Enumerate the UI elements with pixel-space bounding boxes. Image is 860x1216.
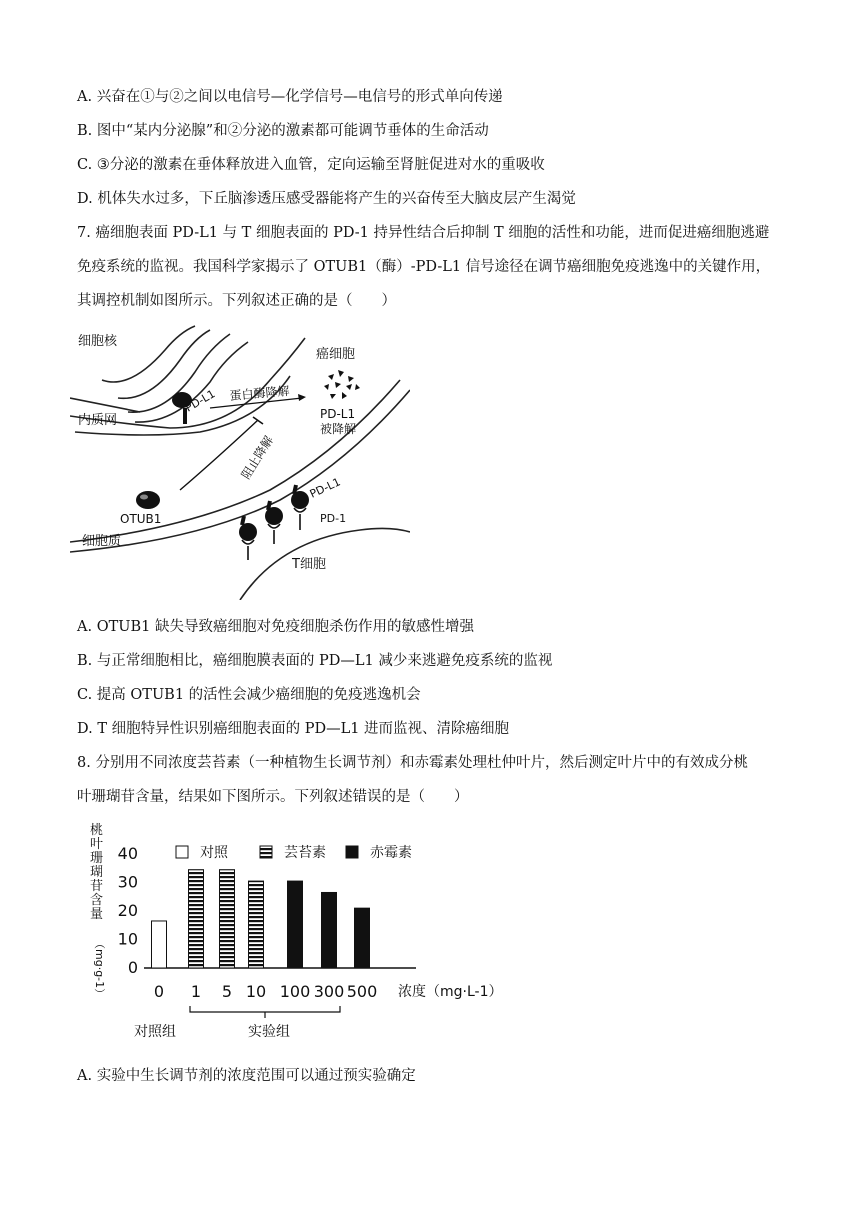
- label-block: 阻止降解: [238, 433, 276, 482]
- y-tick-label: 10: [117, 929, 138, 949]
- q7-option-c: C. 提高 OTUB1 的活性会减少癌细胞的免疫逃逸机会: [77, 687, 421, 703]
- label-otub1: OTUB1: [120, 512, 162, 526]
- q6-option-c: C. ③分泌的激素在垂体释放进入血管，定向运输至肾脏促进对水的重吸收: [77, 157, 545, 173]
- legend-label: 芸苔素: [284, 845, 326, 861]
- x-tick-label: 500: [346, 982, 378, 1001]
- otub1-icon: [136, 491, 160, 509]
- x-tick-label: 100: [279, 982, 311, 1001]
- y-axis-ticks: [118, 844, 138, 977]
- y-axis-label-char: 量: [90, 907, 104, 922]
- label-pdl1-membrane: PD-L1: [307, 475, 343, 501]
- x-tick-label: 300: [313, 982, 345, 1001]
- label-cytoplasm: 细胞质: [82, 534, 122, 549]
- x-tick-label: 1: [190, 982, 202, 1001]
- x-tick-label: 0: [153, 982, 165, 1001]
- x-tick-label: 5: [221, 982, 233, 1001]
- bar-10: [249, 881, 264, 968]
- label-cancer-cell: 癌细胞: [316, 347, 356, 362]
- q7-option-d: D. T 细胞特异性识别癌细胞表面的 PD—L1 进而监视、清除癌细胞: [77, 721, 510, 737]
- q7-stem-line-1: 7. 癌细胞表面 PD-L1 与 T 细胞表面的 PD-1 持异性结合后抑制 T 细胞的活性和功能，进而促进癌细胞逃避: [77, 225, 770, 241]
- arrowhead-icon: [298, 394, 306, 401]
- y-axis-unit: （mg·g-1）: [93, 938, 106, 1000]
- cell-membrane: [70, 380, 410, 552]
- q7-option-b: B. 与正常细胞相比，癌细胞膜表面的 PD—L1 减少来逃避免疫系统的监视: [77, 653, 553, 669]
- legend-swatch: [260, 846, 272, 858]
- label-pdl1-er: PD-L1: [183, 387, 218, 415]
- y-axis-label-char: 桃: [90, 823, 104, 838]
- y-axis-label-char: 叶: [90, 837, 104, 852]
- bar-100: [288, 881, 303, 968]
- q6-option-b: B. 图中“某内分泌腺”和②分泌的激素都可能调节垂体的生命活动: [77, 123, 489, 139]
- q7-option-a: A. OTUB1 缺失导致癌细胞对免疫细胞杀伤作用的敏感性增强: [77, 619, 474, 635]
- content-bar-chart: [80, 820, 520, 1050]
- y-axis-label-char: 苷: [90, 879, 104, 894]
- bar-500: [355, 908, 370, 968]
- label-nucleus: 细胞核: [78, 334, 118, 349]
- y-axis-label-char: 瑚: [90, 865, 104, 880]
- x-axis-label: 浓度（mg·L-1）: [398, 984, 503, 1000]
- bars: [152, 870, 370, 968]
- legend-swatch: [346, 846, 358, 858]
- q8-stem-line-2: 叶珊瑚苷含量，结果如下图所示。下列叙述错误的是（ ）: [77, 789, 469, 805]
- experiment-brace: [190, 1006, 340, 1018]
- legend-label: 赤霉素: [370, 845, 412, 861]
- group-control-label: 对照组: [134, 1024, 176, 1040]
- y-axis-label-char: 珊: [90, 851, 104, 866]
- y-axis-label-char: 含: [90, 893, 104, 908]
- label-protease: 蛋白酶降解: [229, 383, 291, 403]
- q6-option-d: D. 机体失水过多，下丘脑渗透压感受器能将产生的兴奋传至大脑皮层产生渴觉: [77, 191, 576, 207]
- bar-300: [322, 892, 337, 968]
- x-axis-ticks: [154, 982, 377, 1001]
- legend-label: 对照: [200, 845, 228, 861]
- q8-stem-line-1: 8. 分别用不同浓度芸苔素（一种植物生长调节剂）和赤霉素处理杜仲叶片，然后测定叶片中的有效成分桃: [77, 755, 748, 771]
- legend: [176, 844, 412, 861]
- otub1-pdl1-diagram: [70, 320, 410, 600]
- label-er: 内质网: [78, 413, 118, 428]
- bar-5: [220, 870, 235, 968]
- label-pd1: PD-1: [320, 512, 347, 525]
- group-experiment-label: 实验组: [248, 1024, 290, 1040]
- bar-1: [189, 870, 204, 968]
- y-axis-label: [90, 822, 106, 999]
- q6-option-a: A. 兴奋在①与②之间以电信号—化学信号—电信号的形式单向传递: [77, 89, 503, 105]
- y-tick-label: 20: [117, 901, 138, 920]
- y-tick-label: 0: [127, 958, 138, 977]
- legend-swatch: [176, 846, 188, 858]
- bar-0: [152, 921, 167, 968]
- label-degraded-2: 被降解: [320, 422, 357, 436]
- q7-stem-line-3: 其调控机制如图所示。下列叙述正确的是（ ）: [77, 293, 396, 309]
- y-tick-label: 40: [117, 844, 138, 863]
- q8-option-a: A. 实验中生长调节剂的浓度范围可以通过预实验确定: [77, 1068, 416, 1084]
- x-tick-label: 10: [245, 982, 267, 1001]
- degraded-fragments-icon: [324, 370, 360, 399]
- y-tick-label: 30: [117, 872, 138, 892]
- label-degraded-1: PD-L1: [320, 407, 356, 421]
- q7-stem-line-2: 免疫系统的监视。我国科学家揭示了 OTUB1（酶）-PD-L1 信号途径在调节癌细胞免疫逃逸中的关键作用，: [77, 259, 771, 275]
- label-t-cell: T细胞: [292, 557, 326, 572]
